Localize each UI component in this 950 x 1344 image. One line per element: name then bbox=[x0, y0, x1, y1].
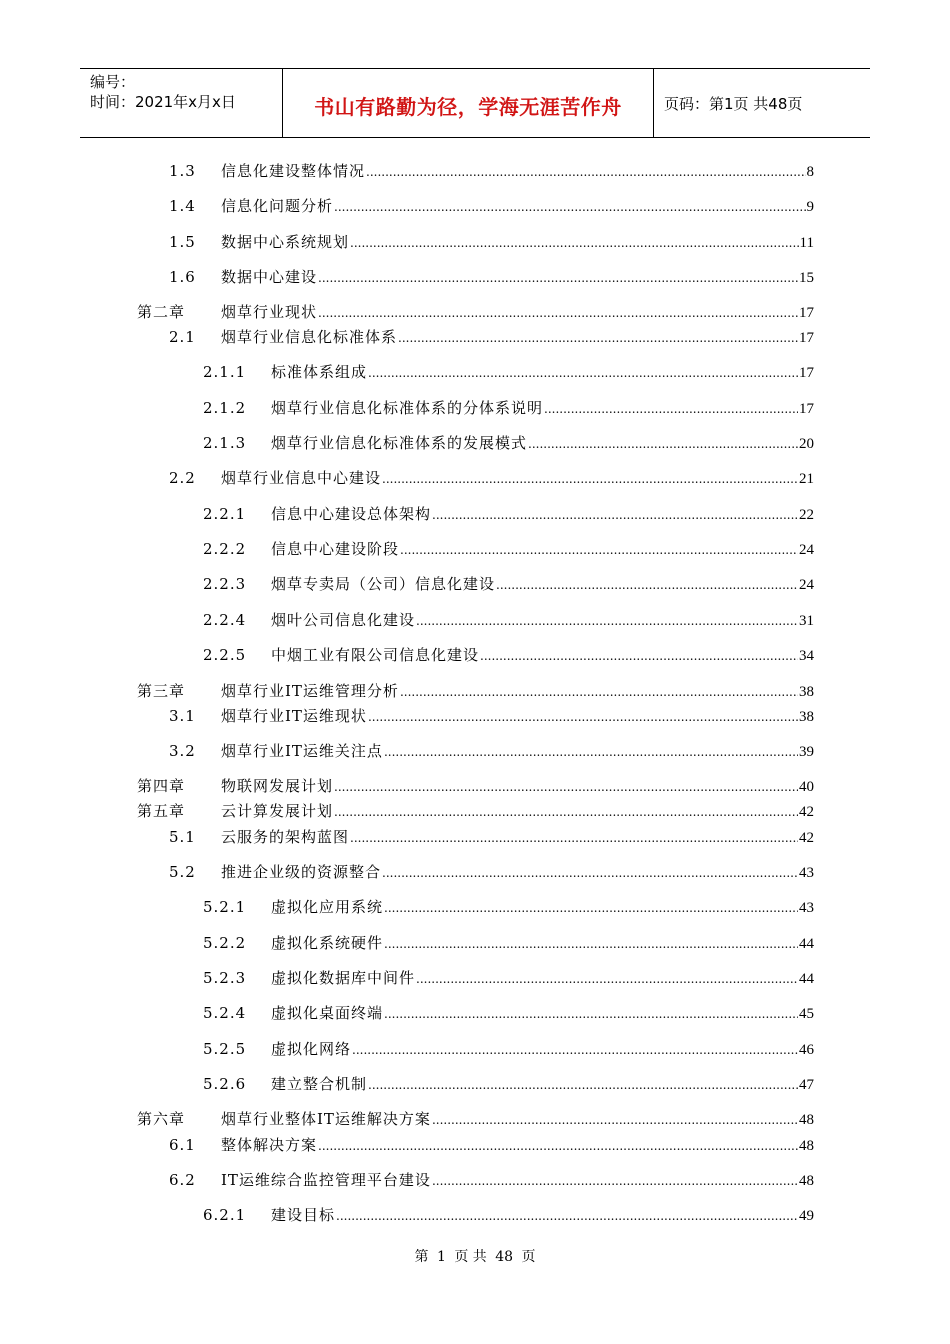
toc-dot-leader bbox=[398, 327, 798, 349]
toc-entry-number: 1.4 bbox=[169, 197, 196, 215]
toc-entry-body bbox=[271, 538, 814, 561]
toc-entry-number: 1.5 bbox=[169, 233, 196, 251]
toc-dot-leader bbox=[384, 933, 798, 955]
toc-entry-title: 信息中心建设总体架构 bbox=[271, 505, 432, 523]
toc-entry-number: 6.2.1 bbox=[203, 1206, 247, 1224]
toc-entry-title: 烟叶公司信息化建设 bbox=[271, 611, 416, 629]
toc-entry[interactable] bbox=[0, 1134, 950, 1156]
toc-entry[interactable] bbox=[0, 826, 950, 848]
toc-entry-body bbox=[221, 800, 814, 823]
toc-entry-body bbox=[271, 573, 814, 596]
toc-entry[interactable] bbox=[0, 967, 950, 989]
toc-dot-leader bbox=[368, 362, 798, 384]
toc-entry-title: IT运维综合监控管理平台建设 bbox=[221, 1171, 431, 1189]
toc-entry-title: 烟草行业IT运维管理分析 bbox=[221, 682, 399, 700]
toc-entry[interactable] bbox=[0, 1038, 950, 1060]
toc-dot-leader bbox=[400, 539, 798, 561]
toc-dot-leader bbox=[318, 1135, 798, 1157]
toc-entry-page: 47 bbox=[799, 1077, 814, 1093]
toc-dot-leader bbox=[334, 196, 805, 218]
toc-entry-title: 虚拟化网络 bbox=[271, 1040, 352, 1058]
toc-entry-title: 虚拟化数据库中间件 bbox=[271, 969, 416, 987]
toc-entry-title: 建立整合机制 bbox=[271, 1075, 368, 1093]
toc-entry-page: 31 bbox=[799, 613, 814, 629]
toc-entry-number: 1.3 bbox=[169, 162, 196, 180]
toc-entry-number: 5.2.2 bbox=[203, 934, 247, 952]
toc-entry-title: 烟草行业信息化标准体系的发展模式 bbox=[271, 434, 528, 452]
toc-dot-leader bbox=[368, 706, 798, 728]
toc-entry-title: 信息中心建设阶段 bbox=[271, 540, 400, 558]
toc-entry-title: 烟草专卖局（公司）信息化建设 bbox=[271, 575, 496, 593]
toc-entry-number: 5.2.6 bbox=[203, 1075, 247, 1093]
toc-entry[interactable] bbox=[0, 195, 950, 217]
toc-entry-number: 2.1.3 bbox=[203, 434, 247, 452]
toc-entry-title: 信息化问题分析 bbox=[221, 197, 334, 215]
footer-prefix: 第 bbox=[414, 1249, 429, 1265]
toc-entry[interactable] bbox=[0, 361, 950, 383]
toc-dot-leader bbox=[318, 302, 798, 324]
toc-entry-body bbox=[221, 740, 814, 763]
toc-dot-leader bbox=[528, 433, 798, 455]
toc-entry-page: 43 bbox=[799, 865, 814, 881]
toc-dot-leader bbox=[352, 1039, 798, 1061]
toc-entry-page: 20 bbox=[799, 436, 814, 452]
toc-entry-page: 9 bbox=[806, 199, 814, 215]
toc-entry-page: 48 bbox=[799, 1112, 814, 1128]
toc-dot-leader bbox=[432, 1109, 798, 1131]
toc-dot-leader bbox=[334, 776, 798, 798]
document-time-label: 时间：2021年x月x日 bbox=[90, 93, 236, 111]
toc-entry[interactable] bbox=[0, 503, 950, 525]
toc-entry-page: 17 bbox=[799, 365, 814, 381]
toc-entry-body bbox=[221, 1169, 814, 1192]
footer-total-pages: 48 bbox=[495, 1249, 514, 1265]
toc-dot-leader bbox=[384, 741, 798, 763]
toc-entry-title: 烟草行业IT运维关注点 bbox=[221, 742, 383, 760]
toc-entry-body bbox=[271, 932, 814, 955]
toc-entry-title: 中烟工业有限公司信息化建设 bbox=[271, 646, 480, 664]
toc-entry[interactable] bbox=[0, 573, 950, 595]
toc-entry-title: 数据中心系统规划 bbox=[221, 233, 350, 251]
toc-entry[interactable] bbox=[0, 467, 950, 489]
toc-entry-page: 24 bbox=[799, 542, 814, 558]
toc-entry-body bbox=[221, 1108, 814, 1131]
toc-entry-body bbox=[271, 397, 814, 420]
toc-dot-leader bbox=[336, 1205, 798, 1227]
toc-entry-body bbox=[221, 826, 814, 849]
toc-entry-number: 5.2 bbox=[169, 863, 196, 881]
toc-entry-title: 物联网发展计划 bbox=[221, 777, 334, 795]
toc-entry-body bbox=[271, 896, 814, 919]
toc-entry-number: 第四章 bbox=[137, 777, 186, 795]
toc-entry-title: 云服务的架构蓝图 bbox=[221, 828, 350, 846]
toc-entry[interactable] bbox=[0, 432, 950, 454]
toc-entry[interactable] bbox=[0, 1002, 950, 1024]
toc-dot-leader bbox=[480, 645, 798, 667]
footer-suffix: 页 bbox=[521, 1249, 536, 1265]
toc-entry-title: 烟草行业信息化标准体系 bbox=[221, 328, 398, 346]
toc-entry-body bbox=[271, 503, 814, 526]
toc-entry-number: 5.2.4 bbox=[203, 1004, 247, 1022]
toc-entry-page: 24 bbox=[799, 577, 814, 593]
toc-entry-body bbox=[271, 1204, 814, 1227]
toc-entry-page: 22 bbox=[799, 507, 814, 523]
footer-current-page: 1 bbox=[436, 1249, 446, 1265]
toc-entry-page: 39 bbox=[799, 744, 814, 760]
toc-dot-leader bbox=[432, 1170, 798, 1192]
toc-entry-number: 2.2.1 bbox=[203, 505, 247, 523]
toc-entry-page: 11 bbox=[799, 235, 814, 251]
toc-entry-title: 虚拟化系统硬件 bbox=[271, 934, 384, 952]
toc-entry-number: 6.1 bbox=[169, 1136, 196, 1154]
header-motto: 书山有路勤为径，学海无涯苦作舟 bbox=[314, 95, 622, 119]
toc-entry-title: 云计算发展计划 bbox=[221, 802, 334, 820]
toc-entry-number: 2.2.4 bbox=[203, 611, 247, 629]
toc-entry[interactable] bbox=[0, 861, 950, 883]
toc-entry-number: 2.2 bbox=[169, 469, 196, 487]
toc-entry-page: 21 bbox=[799, 471, 814, 487]
toc-entry-body bbox=[221, 231, 814, 254]
toc-entry-body bbox=[221, 861, 814, 884]
toc-entry-page: 15 bbox=[799, 270, 814, 286]
toc-entry-number: 6.2 bbox=[169, 1171, 196, 1189]
toc-entry-number: 第三章 bbox=[137, 682, 186, 700]
toc-entry-page: 43 bbox=[799, 900, 814, 916]
toc-entry[interactable] bbox=[0, 680, 950, 702]
toc-entry-body bbox=[221, 160, 814, 183]
toc-entry-number: 第六章 bbox=[137, 1110, 186, 1128]
toc-entry[interactable] bbox=[0, 326, 950, 348]
toc-dot-leader bbox=[384, 1003, 798, 1025]
toc-entry-title: 标准体系组成 bbox=[271, 363, 368, 381]
toc-entry-body bbox=[221, 301, 814, 324]
toc-dot-leader bbox=[368, 1074, 798, 1096]
toc-entry-body bbox=[221, 1134, 814, 1157]
toc-entry-body bbox=[221, 705, 814, 728]
toc-entry-page: 48 bbox=[799, 1173, 814, 1189]
toc-entry-title: 建设目标 bbox=[271, 1206, 336, 1224]
toc-entry-page: 45 bbox=[799, 1006, 814, 1022]
toc-dot-leader bbox=[416, 968, 798, 990]
toc-entry-number: 2.1.1 bbox=[203, 363, 247, 381]
toc-entry[interactable] bbox=[0, 1073, 950, 1095]
toc-entry-page: 17 bbox=[799, 305, 814, 321]
toc-entry[interactable] bbox=[0, 932, 950, 954]
toc-entry-page: 49 bbox=[799, 1208, 814, 1224]
toc-dot-leader bbox=[400, 681, 798, 703]
toc-entry-page: 42 bbox=[799, 830, 814, 846]
toc-entry-number: 3.2 bbox=[169, 742, 196, 760]
document-number-label: 编号： bbox=[90, 73, 136, 91]
toc-entry-body bbox=[271, 609, 814, 632]
toc-entry-page: 44 bbox=[799, 936, 814, 952]
toc-entry-title: 烟草行业信息化标准体系的分体系说明 bbox=[271, 399, 544, 417]
toc-entry[interactable] bbox=[0, 538, 950, 560]
toc-dot-leader bbox=[366, 161, 805, 183]
footer-middle: 页 共 bbox=[454, 1249, 487, 1265]
toc-entry-page: 17 bbox=[799, 330, 814, 346]
toc-entry-title: 虚拟化应用系统 bbox=[271, 898, 384, 916]
toc-entry-title: 烟草行业整体IT运维解决方案 bbox=[221, 1110, 431, 1128]
toc-entry-number: 第五章 bbox=[137, 802, 186, 820]
toc-entry-page: 38 bbox=[799, 709, 814, 725]
toc-entry-number: 2.2.2 bbox=[203, 540, 247, 558]
toc-entry-number: 3.1 bbox=[169, 707, 196, 725]
toc-dot-leader bbox=[382, 468, 798, 490]
toc-entry[interactable] bbox=[0, 1204, 950, 1226]
toc-entry[interactable] bbox=[0, 609, 950, 631]
toc-entry-number: 5.2.3 bbox=[203, 969, 247, 987]
toc-entry-page: 44 bbox=[799, 971, 814, 987]
toc-entry-page: 40 bbox=[799, 779, 814, 795]
toc-entry[interactable] bbox=[0, 644, 950, 666]
toc-entry-title: 推进企业级的资源整合 bbox=[221, 863, 382, 881]
toc-entry-body bbox=[271, 644, 814, 667]
toc-dot-leader bbox=[382, 862, 798, 884]
toc-entry-title: 烟草行业信息中心建设 bbox=[221, 469, 382, 487]
toc-dot-leader bbox=[318, 267, 798, 289]
toc-entry[interactable] bbox=[0, 800, 950, 822]
toc-entry-body bbox=[221, 680, 814, 703]
toc-entry-body bbox=[221, 266, 814, 289]
toc-entry[interactable] bbox=[0, 1169, 950, 1191]
toc-dot-leader bbox=[334, 801, 798, 823]
toc-entry[interactable] bbox=[0, 775, 950, 797]
toc-entry-body bbox=[221, 775, 814, 798]
toc-entry-page: 42 bbox=[799, 804, 814, 820]
toc-entry-body bbox=[221, 195, 814, 218]
toc-entry-number: 2.1.2 bbox=[203, 399, 247, 417]
toc-entry-page: 38 bbox=[799, 684, 814, 700]
toc-entry[interactable] bbox=[0, 896, 950, 918]
toc-entry-number: 1.6 bbox=[169, 268, 196, 286]
toc-entry-page: 46 bbox=[799, 1042, 814, 1058]
toc-entry-number: 5.1 bbox=[169, 828, 196, 846]
toc-entry-title: 烟草行业现状 bbox=[221, 303, 318, 321]
toc-entry[interactable] bbox=[0, 160, 950, 182]
toc-entry[interactable] bbox=[0, 301, 950, 323]
toc-dot-leader bbox=[350, 827, 798, 849]
toc-entry[interactable] bbox=[0, 397, 950, 419]
toc-entry[interactable] bbox=[0, 231, 950, 253]
header-page-info: 页码：第1页 共48页 bbox=[664, 95, 803, 113]
toc-entry-title: 虚拟化桌面终端 bbox=[271, 1004, 384, 1022]
toc-dot-leader bbox=[432, 504, 798, 526]
toc-entry-page: 8 bbox=[806, 164, 814, 180]
toc-entry[interactable] bbox=[0, 705, 950, 727]
toc-entry-number: 2.2.5 bbox=[203, 646, 247, 664]
toc-entry-body bbox=[271, 967, 814, 990]
toc-entry-title: 数据中心建设 bbox=[221, 268, 318, 286]
toc-dot-leader bbox=[384, 897, 798, 919]
toc-entry-body bbox=[271, 361, 814, 384]
toc-dot-leader bbox=[496, 574, 798, 596]
toc-entry-title: 信息化建设整体情况 bbox=[221, 162, 366, 180]
page-footer bbox=[0, 1246, 950, 1266]
toc-entry-body bbox=[271, 432, 814, 455]
toc-dot-leader bbox=[416, 610, 798, 632]
toc-entry-number: 5.2.1 bbox=[203, 898, 247, 916]
toc-entry-body bbox=[271, 1038, 814, 1061]
toc-entry-number: 5.2.5 bbox=[203, 1040, 247, 1058]
toc-entry-body bbox=[221, 326, 814, 349]
toc-entry[interactable] bbox=[0, 266, 950, 288]
toc-entry-number: 2.2.3 bbox=[203, 575, 247, 593]
toc-entry[interactable] bbox=[0, 1108, 950, 1130]
toc-entry-number: 2.1 bbox=[169, 328, 196, 346]
toc-entry-body bbox=[271, 1002, 814, 1025]
toc-entry-title: 整体解决方案 bbox=[221, 1136, 318, 1154]
toc-entry-body bbox=[221, 467, 814, 490]
toc-dot-leader bbox=[350, 232, 799, 254]
toc-entry-page: 48 bbox=[799, 1138, 814, 1154]
toc-entry[interactable] bbox=[0, 740, 950, 762]
toc-entry-title: 烟草行业IT运维现状 bbox=[221, 707, 367, 725]
toc-entry-body bbox=[271, 1073, 814, 1096]
toc-dot-leader bbox=[544, 398, 798, 420]
toc-entry-page: 17 bbox=[799, 401, 814, 417]
toc-entry-page: 34 bbox=[799, 648, 814, 664]
toc-entry-number: 第二章 bbox=[137, 303, 186, 321]
